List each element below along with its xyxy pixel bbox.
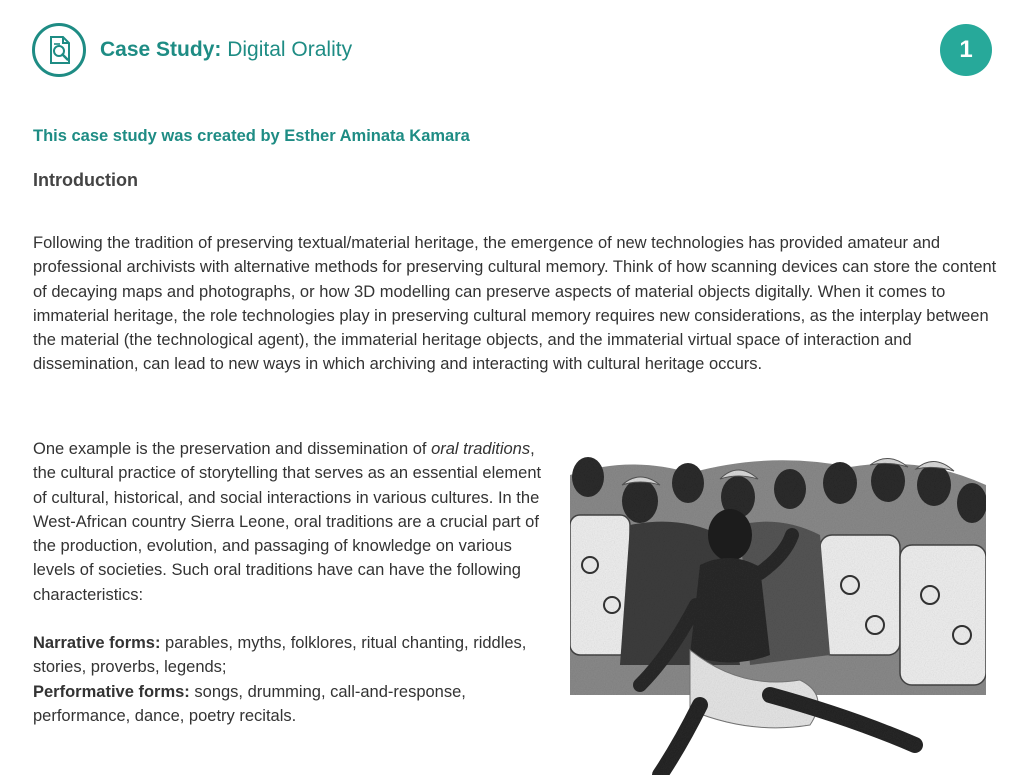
storytelling-photo (570, 455, 986, 775)
narrative-forms-label: Narrative forms: (33, 634, 161, 652)
performative-forms-text: songs, drumming, call-and-response, performance, dance, poetry recitals. (33, 682, 466, 725)
performative-forms-label: Performative forms: (33, 682, 190, 701)
narrative-forms-item (33, 631, 558, 680)
intro-paragraph: Following the tradition of preserving textual/material heritage, the emergence of new technologies has provided amateur and professional archivists with alternative methods for preserving cultural memory. Think of how scanning devices can store the content of decaying maps and photographs, or how 3D modelling can preserve aspects of material objects digitally. When it comes to immaterial heritage, the role technologies play in preserving cultural memory requires new considerations, as the interplay between the material (the technological agent), the immaterial heritage objects, and the immaterial virtual space of interaction and dissemination, can lead to new ways in which archiving and interacting with cultural heritage occurs. (33, 234, 997, 374)
section-heading: Introduction (33, 170, 138, 190)
case-study-document-icon (32, 23, 86, 77)
example-emphasis: oral traditions (431, 440, 531, 458)
narrative-forms-text: parables, myths, folklores, ritual chanting, riddles, stories, proverbs, legends; (33, 634, 527, 677)
page-header (32, 20, 352, 80)
page-title (100, 38, 352, 62)
author-credit: This case study was created by Esther Aminata Kamara (33, 127, 470, 145)
title-label: Case Study: (100, 38, 222, 61)
example-text-before: One example is the preservation and dissemination of (33, 440, 432, 458)
page-number-badge: 1 (940, 24, 992, 76)
example-text-after: , the cultural practice of storytelling that serves as an essential element of cultural, historical, and social interactions in various cultures. In the West-African country Sierra Leone, oral traditions are a crucial part of the production, evolution, and passaging of knowledge on various levels of societies. Such oral traditions have can have the following characteristics: (33, 440, 542, 604)
performative-forms-item (33, 680, 558, 729)
title-subject: Digital Orality (221, 38, 353, 61)
example-paragraph (33, 437, 558, 607)
forms-list (33, 631, 558, 728)
